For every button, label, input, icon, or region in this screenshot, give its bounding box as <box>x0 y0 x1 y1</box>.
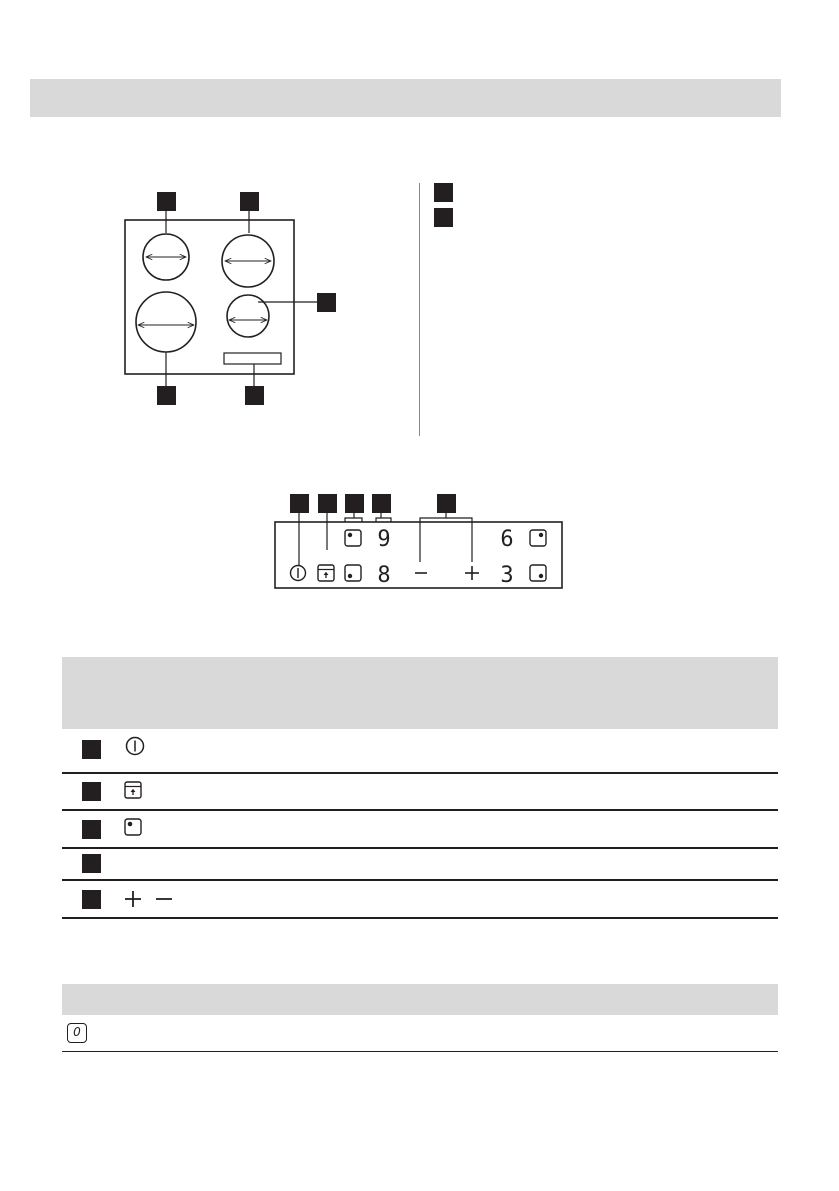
zone-select-key-front-left <box>345 565 361 581</box>
display-symbol-zero: 0 <box>67 1023 87 1043</box>
zone-select-key-rear-right <box>530 530 546 546</box>
display-table-header <box>62 984 778 1015</box>
row-divider <box>62 917 778 919</box>
callout-badge <box>318 494 337 513</box>
row-number-badge <box>82 890 101 909</box>
callout-badge <box>372 494 391 513</box>
lock-icon <box>124 781 142 799</box>
row-number-badge <box>82 854 101 873</box>
row-number-badge <box>82 820 101 839</box>
plus-icon <box>465 566 479 580</box>
display-front-right: 3 <box>500 563 514 588</box>
zone-select-key-front-right <box>530 565 546 581</box>
table-row <box>62 729 778 773</box>
row-number-badge <box>82 740 101 759</box>
display-front-left: 8 <box>377 563 391 588</box>
zone-select-icon <box>124 818 142 836</box>
row-number-badge <box>82 782 101 801</box>
table-row <box>62 881 778 917</box>
row-divider <box>62 1051 778 1052</box>
minus-icon <box>155 890 173 908</box>
power-icon <box>124 735 146 757</box>
display-rear-right: 6 <box>500 527 514 552</box>
table-row <box>62 849 778 879</box>
lock-icon <box>318 565 334 581</box>
power-icon <box>291 566 306 581</box>
table-row <box>62 774 778 810</box>
control-panel-diagram <box>0 0 600 600</box>
callout-badge <box>345 494 364 513</box>
callout-badge <box>290 494 309 513</box>
plus-icon <box>124 890 142 908</box>
zone-select-key-rear-left <box>345 530 361 546</box>
display-rear-left: 9 <box>377 527 391 552</box>
table-row <box>62 811 778 848</box>
table-header <box>62 657 778 729</box>
callout-badge <box>437 494 456 513</box>
